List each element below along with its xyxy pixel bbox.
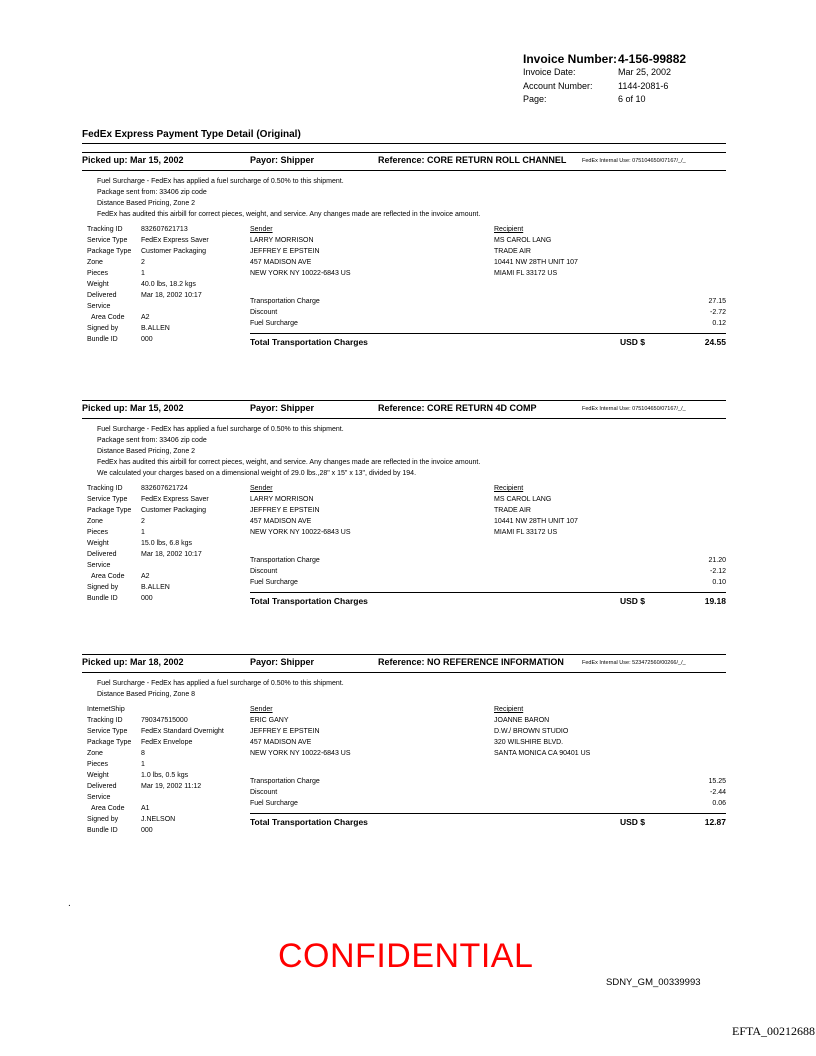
service-type-value: FedEx Express Saver xyxy=(141,496,209,503)
package-type-label: Package Type xyxy=(87,507,132,514)
recipient-line: TRADE AIR xyxy=(494,507,531,514)
shipment-header xyxy=(82,152,726,171)
invoice-date: Mar 25, 2002 xyxy=(618,67,672,77)
note-line: Fuel Surcharge - FedEx has applied a fuel surcharge of 0.50% to this shipment. xyxy=(97,680,344,687)
tracking-id-value: 832607621724 xyxy=(141,485,188,492)
invoice-number-label: Invoice Number: xyxy=(523,52,618,66)
payor: Payor: Shipper xyxy=(250,155,315,165)
charges-block xyxy=(250,778,726,828)
service-type-row xyxy=(87,726,224,737)
signed-by-row xyxy=(87,582,209,593)
fuel-surcharge-label: Fuel Surcharge xyxy=(250,579,298,586)
pieces-value: 1 xyxy=(141,761,145,768)
reference: Reference: CORE RETURN ROLL CHANNEL xyxy=(378,155,567,165)
zone-row xyxy=(87,257,209,268)
invoice-date-label: Invoice Date: xyxy=(523,67,576,77)
info-row xyxy=(87,704,224,715)
bundle-id-row xyxy=(87,825,224,836)
transportation-charge-label: Transportation Charge xyxy=(250,778,320,785)
discount-row xyxy=(250,309,726,320)
recipient-line: TRADE AIR xyxy=(494,248,531,255)
total-label: Total Transportation Charges xyxy=(250,596,368,606)
package-type-value: FedEx Envelope xyxy=(141,739,193,746)
recipient-line: MS CAROL LANG xyxy=(494,496,552,503)
service-type-value: FedEx Standard Overnight xyxy=(141,728,224,735)
recipient-line: MS CAROL LANG xyxy=(494,237,552,244)
note-line: Package sent from: 33406 zip code xyxy=(97,189,207,196)
tracking-id-label: Tracking ID xyxy=(87,717,123,724)
sender-line: JEFFREY E EPSTEIN xyxy=(250,728,320,735)
weight-label: Weight xyxy=(87,281,109,288)
zone-value: 2 xyxy=(141,518,145,525)
delivered-label: Delivered xyxy=(87,292,117,299)
tracking-id-row xyxy=(87,715,224,726)
service-type-row xyxy=(87,235,209,246)
bundle-id-label: Bundle ID xyxy=(87,595,118,602)
area-code-label: Area Code xyxy=(91,573,125,580)
discount-amount: -2.44 xyxy=(710,789,726,796)
shipment-info xyxy=(87,224,209,345)
total-amount: 19.18 xyxy=(704,596,726,606)
shipment-header xyxy=(82,400,726,419)
tracking-id-row xyxy=(87,483,209,494)
tracking-id-label: Tracking ID xyxy=(87,485,123,492)
signed-by-label: Signed by xyxy=(87,325,119,332)
bundle-id-row xyxy=(87,593,209,604)
total-amount: 12.87 xyxy=(704,817,726,827)
total-row xyxy=(250,813,726,828)
service-row xyxy=(87,560,209,571)
sender-block xyxy=(250,704,351,759)
discount-row xyxy=(250,568,726,579)
service-label: Service xyxy=(87,303,111,310)
note-line: FedEx has audited this airbill for correct pieces, weight, and service. Any changes made are reflected in the invoice amount. xyxy=(97,211,481,218)
note-line: Distance Based Pricing, Zone 8 xyxy=(97,691,196,698)
invoice-number: 4-156-99882 xyxy=(618,52,687,66)
tracking-id-value: 832607621713 xyxy=(141,226,188,233)
signed-by-label: Signed by xyxy=(87,816,119,823)
note-line: We calculated your charges based on a dimensional weight of 29.0 lbs.,28" x 15" x 13", divided by 194. xyxy=(97,470,417,477)
sender-heading: Sender xyxy=(250,485,273,492)
bundle-id-label: Bundle ID xyxy=(87,827,118,834)
shipment-notes xyxy=(97,176,480,220)
recipient-line: SANTA MONICA CA 90401 US xyxy=(494,750,591,757)
area-code-row xyxy=(87,803,224,814)
discount-label: Discount xyxy=(250,568,278,575)
service-label: Service xyxy=(87,562,111,569)
weight-label: Weight xyxy=(87,772,109,779)
shipment-block xyxy=(82,400,726,606)
recipient-heading: Recipient xyxy=(494,226,524,233)
shipment-block xyxy=(82,654,726,854)
bundle-id-row xyxy=(87,334,209,345)
zone-label: Zone xyxy=(87,750,103,757)
reference: Reference: CORE RETURN 4D COMP xyxy=(378,403,537,413)
currency-label: USD $ xyxy=(620,596,646,606)
shipment-notes xyxy=(97,424,480,479)
package-type-row xyxy=(87,246,209,257)
recipient-line: MIAMI FL 33172 US xyxy=(494,529,558,536)
recipient-line: 10441 NW 28TH UNIT 107 xyxy=(494,518,578,525)
service-type-label: Service Type xyxy=(87,728,128,735)
delivered-value: Mar 18, 2002 10:17 xyxy=(141,551,202,558)
total-row xyxy=(250,333,726,348)
weight-value: 15.0 lbs, 6.8 kgs xyxy=(141,540,192,547)
recipient-line: D.W./ BROWN STUDIO xyxy=(494,728,569,735)
shipment-info xyxy=(87,483,209,604)
area-code-value: A1 xyxy=(141,805,150,812)
discount-label: Discount xyxy=(250,789,278,796)
area-code-row xyxy=(87,312,209,323)
recipient-line: 10441 NW 28TH UNIT 107 xyxy=(494,259,578,266)
delivered-value: Mar 18, 2002 10:17 xyxy=(141,292,202,299)
bundle-id-value: 000 xyxy=(141,827,153,834)
efta-number: EFTA_00212688 xyxy=(732,1024,816,1038)
signed-by-value: J.NELSON xyxy=(141,816,176,823)
weight-row xyxy=(87,770,224,781)
package-type-value: Customer Packaging xyxy=(141,507,206,514)
area-code-label: Area Code xyxy=(91,314,125,321)
picked-up: Picked up: Mar 15, 2002 xyxy=(82,155,184,165)
currency-label: USD $ xyxy=(620,337,646,347)
recipient-block xyxy=(494,224,578,279)
signed-by-value: B.ALLEN xyxy=(141,325,170,332)
area-code-value: A2 xyxy=(141,314,150,321)
discount-amount: -2.12 xyxy=(710,568,726,575)
fuel-surcharge-label: Fuel Surcharge xyxy=(250,800,298,807)
pieces-label: Pieces xyxy=(87,270,109,277)
note-line: Fuel Surcharge - FedEx has applied a fuel surcharge of 0.50% to this shipment. xyxy=(97,426,344,433)
shipment-block xyxy=(82,152,726,352)
reference: Reference: NO REFERENCE INFORMATION xyxy=(378,657,564,667)
zone-label: Zone xyxy=(87,259,103,266)
service-type-label: Service Type xyxy=(87,496,128,503)
sender-line: LARRY MORRISON xyxy=(250,496,314,503)
fuel-surcharge-amount: 0.12 xyxy=(712,320,726,327)
transportation-charge-row xyxy=(250,298,726,309)
pieces-value: 1 xyxy=(141,270,145,277)
sender-line: JEFFREY E EPSTEIN xyxy=(250,248,320,255)
sender-line: 457 MADISON AVE xyxy=(250,739,312,746)
package-type-value: Customer Packaging xyxy=(141,248,206,255)
sender-line: NEW YORK NY 10022-6843 US xyxy=(250,529,351,536)
zone-value: 2 xyxy=(141,259,145,266)
sender-line: NEW YORK NY 10022-6843 US xyxy=(250,270,351,277)
delivered-label: Delivered xyxy=(87,551,117,558)
weight-value: 40.0 lbs, 18.2 kgs xyxy=(141,281,196,288)
transportation-charge-amount: 21.20 xyxy=(708,557,726,564)
account-number-label: Account Number: xyxy=(523,81,593,91)
confidential-stamp: CONFIDENTIAL xyxy=(278,937,534,975)
payor: Payor: Shipper xyxy=(250,403,315,413)
total-amount: 24.55 xyxy=(704,337,726,347)
zone-value: 8 xyxy=(141,750,145,757)
note-line: Distance Based Pricing, Zone 2 xyxy=(97,200,196,207)
fuel-surcharge-amount: 0.10 xyxy=(712,579,726,586)
shipment-header xyxy=(82,654,726,673)
charges-block xyxy=(250,557,726,607)
service-label: Service xyxy=(87,794,111,801)
total-row xyxy=(250,592,726,607)
fuel-surcharge-label: Fuel Surcharge xyxy=(250,320,298,327)
sender-line: ERIC GANY xyxy=(250,717,289,724)
transportation-charge-row xyxy=(250,557,726,568)
recipient-line: MIAMI FL 33172 US xyxy=(494,270,558,277)
recipient-block xyxy=(494,704,590,759)
pieces-value: 1 xyxy=(141,529,145,536)
internetship-label: InternetShip xyxy=(87,706,125,713)
tracking-id-row xyxy=(87,224,209,235)
recipient-block xyxy=(494,483,578,538)
transportation-charge-label: Transportation Charge xyxy=(250,298,320,305)
delivered-value: Mar 19, 2002 11:12 xyxy=(141,783,202,790)
signed-by-row xyxy=(87,323,209,334)
discount-row xyxy=(250,789,726,800)
stray-mark: . xyxy=(68,898,71,909)
transportation-charge-label: Transportation Charge xyxy=(250,557,320,564)
delivered-row xyxy=(87,549,209,560)
note-line: Distance Based Pricing, Zone 2 xyxy=(97,448,196,455)
signed-by-value: B.ALLEN xyxy=(141,584,170,591)
delivered-label: Delivered xyxy=(87,783,117,790)
sender-line: LARRY MORRISON xyxy=(250,237,314,244)
package-type-row xyxy=(87,737,224,748)
section-title: FedEx Express Payment Type Detail (Original) xyxy=(82,129,301,140)
package-type-label: Package Type xyxy=(87,739,132,746)
tracking-id-label: Tracking ID xyxy=(87,226,123,233)
pieces-label: Pieces xyxy=(87,761,109,768)
transportation-charge-row xyxy=(250,778,726,789)
delivered-row xyxy=(87,781,224,792)
service-row xyxy=(87,792,224,803)
internal-use: FedEx Internal Use: 075104650/07167/_/_ xyxy=(582,406,686,412)
fuel-surcharge-row xyxy=(250,800,726,811)
service-row xyxy=(87,301,209,312)
fuel-surcharge-row xyxy=(250,579,726,590)
area-code-value: A2 xyxy=(141,573,150,580)
shipment-notes xyxy=(97,678,344,700)
sender-block xyxy=(250,483,351,538)
area-code-row xyxy=(87,571,209,582)
service-type-value: FedEx Express Saver xyxy=(141,237,209,244)
shipment-info xyxy=(87,704,224,836)
weight-label: Weight xyxy=(87,540,109,547)
tracking-id-value: 790347515000 xyxy=(141,717,188,724)
recipient-line: JOANNE BARON xyxy=(494,717,550,724)
transportation-charge-amount: 15.25 xyxy=(708,778,726,785)
weight-value: 1.0 lbs, 0.5 kgs xyxy=(141,772,189,779)
bundle-id-value: 000 xyxy=(141,595,153,602)
zone-row xyxy=(87,748,224,759)
sender-block xyxy=(250,224,351,279)
section-divider xyxy=(82,143,726,144)
fuel-surcharge-row xyxy=(250,320,726,331)
pieces-row xyxy=(87,527,209,538)
signed-by-row xyxy=(87,814,224,825)
service-type-label: Service Type xyxy=(87,237,128,244)
discount-label: Discount xyxy=(250,309,278,316)
zone-row xyxy=(87,516,209,527)
note-line: Package sent from: 33406 zip code xyxy=(97,437,207,444)
recipient-heading: Recipient xyxy=(494,706,524,713)
account-number: 1144-2081-6 xyxy=(618,81,669,91)
area-code-label: Area Code xyxy=(91,805,125,812)
service-type-row xyxy=(87,494,209,505)
delivered-row xyxy=(87,290,209,301)
total-label: Total Transportation Charges xyxy=(250,337,368,347)
sender-heading: Sender xyxy=(250,706,273,713)
sender-line: NEW YORK NY 10022-6843 US xyxy=(250,750,351,757)
package-type-row xyxy=(87,505,209,516)
internal-use: FedEx Internal Use: 075104650/07167/_/_ xyxy=(582,158,686,164)
picked-up: Picked up: Mar 15, 2002 xyxy=(82,403,184,413)
charges-block xyxy=(250,298,726,348)
signed-by-label: Signed by xyxy=(87,584,119,591)
discount-amount: -2.72 xyxy=(710,309,726,316)
bates-number: SDNY_GM_00339993 xyxy=(606,977,701,988)
transportation-charge-amount: 27.15 xyxy=(708,298,726,305)
package-type-label: Package Type xyxy=(87,248,132,255)
pieces-row xyxy=(87,759,224,770)
pieces-label: Pieces xyxy=(87,529,109,536)
pieces-row xyxy=(87,268,209,279)
fuel-surcharge-amount: 0.06 xyxy=(712,800,726,807)
bundle-id-value: 000 xyxy=(141,336,153,343)
sender-heading: Sender xyxy=(250,226,273,233)
sender-line: JEFFREY E EPSTEIN xyxy=(250,507,320,514)
picked-up: Picked up: Mar 18, 2002 xyxy=(82,657,184,667)
page-number: 6 of 10 xyxy=(618,94,646,104)
weight-row xyxy=(87,538,209,549)
currency-label: USD $ xyxy=(620,817,646,827)
recipient-heading: Recipient xyxy=(494,485,524,492)
zone-label: Zone xyxy=(87,518,103,525)
weight-row xyxy=(87,279,209,290)
total-label: Total Transportation Charges xyxy=(250,817,368,827)
payor: Payor: Shipper xyxy=(250,657,315,667)
bundle-id-label: Bundle ID xyxy=(87,336,118,343)
note-line: FedEx has audited this airbill for correct pieces, weight, and service. Any changes made are reflected in the invoice amount. xyxy=(97,459,481,466)
recipient-line: 320 WILSHIRE BLVD. xyxy=(494,739,564,746)
page-label: Page: xyxy=(523,94,547,104)
note-line: Fuel Surcharge - FedEx has applied a fuel surcharge of 0.50% to this shipment. xyxy=(97,178,344,185)
internal-use: FedEx Internal Use: 523472560/00266/_/_ xyxy=(582,660,686,666)
sender-line: 457 MADISON AVE xyxy=(250,518,312,525)
sender-line: 457 MADISON AVE xyxy=(250,259,312,266)
